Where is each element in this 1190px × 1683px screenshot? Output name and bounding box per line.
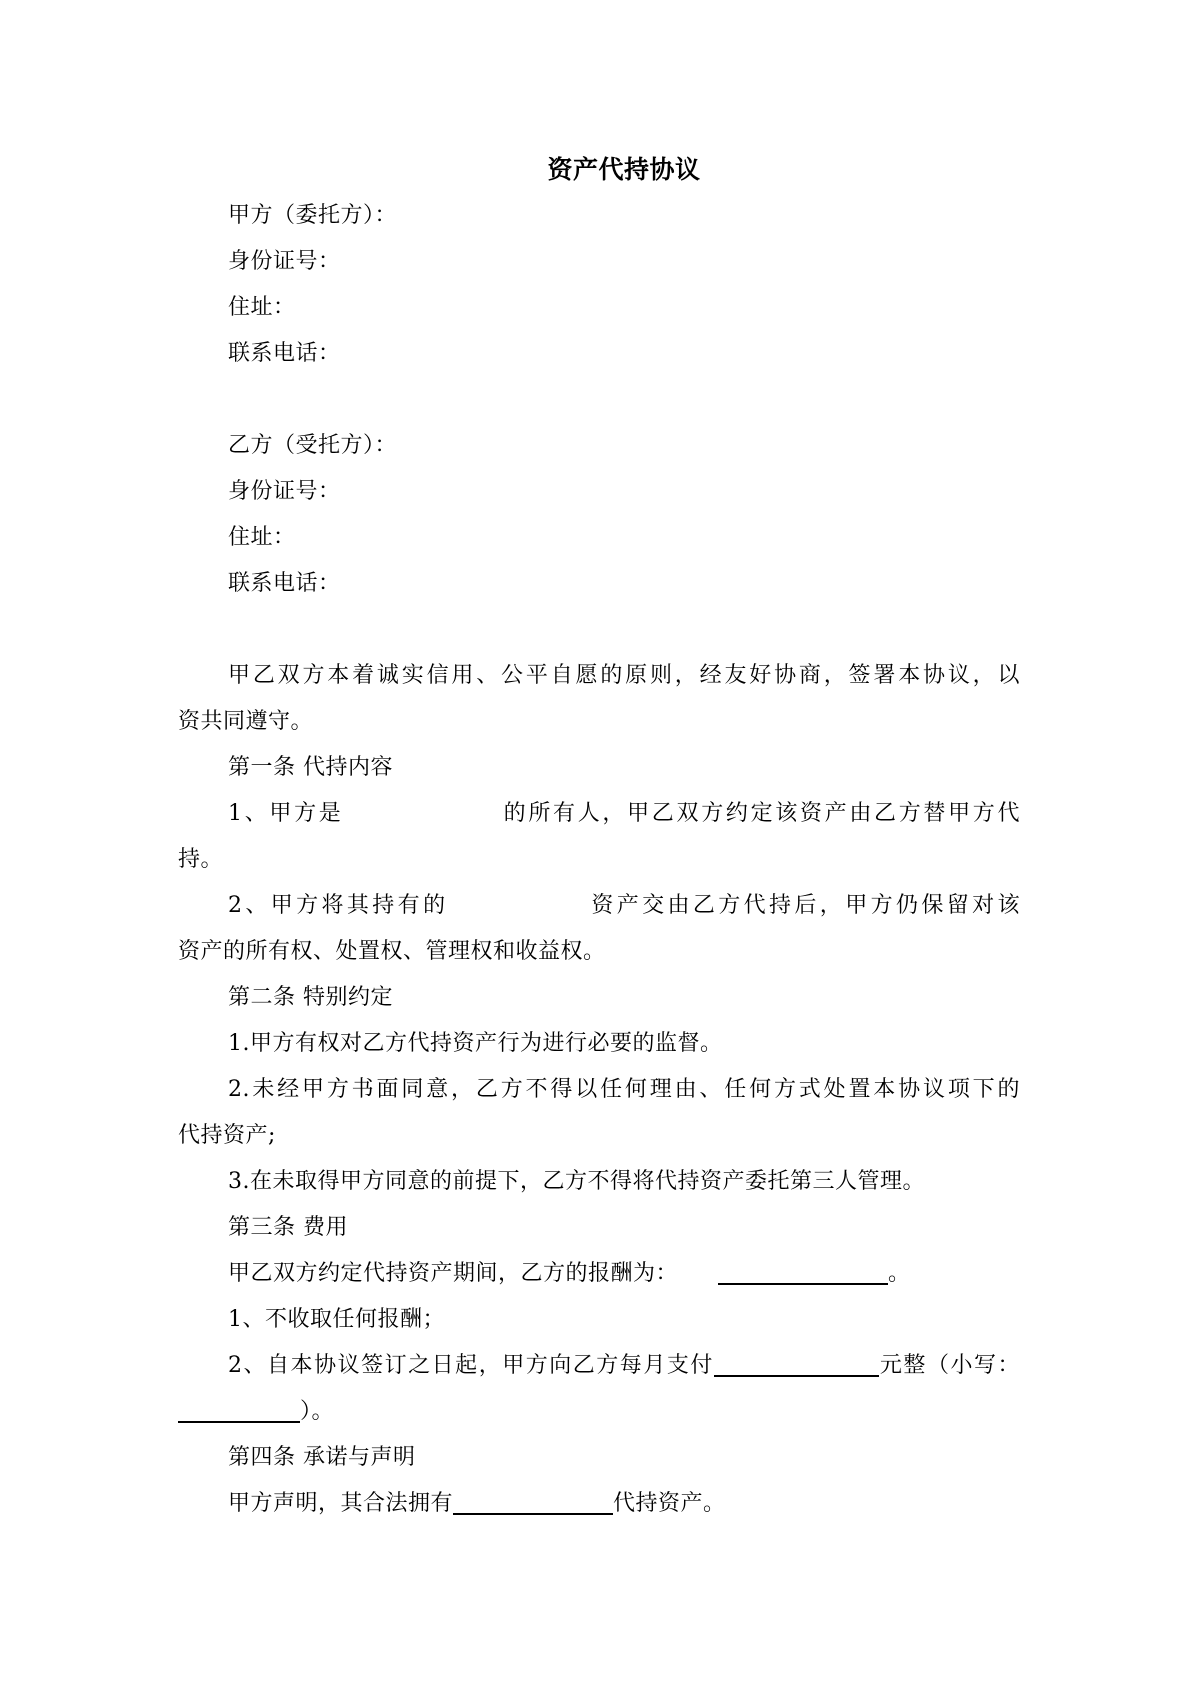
article-3-item-2-line-2 (178, 1389, 1020, 1435)
article-2-item-3: 3.在未取得甲方同意的前提下，乙方不得将代持资产委托第三人管理。 (228, 1169, 925, 1194)
article-4-heading: 第四条 承诺与声明 (228, 1445, 416, 1470)
article-1-item-1-line-2: 持。 (178, 847, 224, 872)
article-1-item-2-line-2: 资产的所有权、处置权、管理权和收益权。 (178, 939, 606, 964)
article-3-item-2-pre: 2、自本协议签订之日起，甲方向乙方每月支付 (228, 1353, 714, 1378)
fill-in-underline-monthly-amount (714, 1375, 879, 1377)
fill-in-underline-reward (718, 1283, 888, 1285)
blank-line (178, 377, 1020, 423)
party-a-name-label: 甲方（委托方）： (228, 203, 398, 228)
article-3-intro-pre: 甲乙双方约定代持资产期间，乙方的报酬为： (228, 1261, 679, 1286)
article-1-item-1-post: 的所有人，甲乙双方约定该资产由乙方替甲方代 (501, 801, 1020, 826)
article-4-statement-pre: 甲方声明，其合法拥有 (228, 1491, 454, 1516)
preamble-line-2: 资共同遵守。 (178, 709, 314, 734)
article-3-heading: 第三条 费用 (228, 1215, 348, 1240)
article-1-item-1-line-1 (178, 791, 1020, 837)
article-4-statement-post: 代持资产。 (613, 1491, 726, 1516)
article-3-item-2-line-1 (178, 1343, 1020, 1389)
article-3-intro-post: 。 (888, 1261, 911, 1286)
article-2-item-2-line-1: 2.未经甲方书面同意，乙方不得以任何理由、任何方式处置本协议项下的 (228, 1077, 1020, 1102)
party-a-id-label: 身份证号： (228, 249, 341, 274)
article-1-item-2-line-1 (178, 883, 1020, 929)
fill-in-underline-amount-numeric (178, 1421, 300, 1423)
article-1-item-1-pre: 1、甲方是 (228, 801, 344, 826)
party-b-name-label: 乙方（受托方）： (228, 433, 398, 458)
article-3-intro (178, 1251, 1020, 1297)
document-title: 资产代持协议 (547, 155, 701, 184)
party-a-phone-label: 联系电话： (228, 341, 341, 366)
article-2-item-2-line-2: 代持资产; (178, 1123, 276, 1148)
article-3-item-2-post: 元整（小写： (878, 1353, 1020, 1378)
article-4-statement (178, 1481, 1020, 1527)
article-1-heading: 第一条 代持内容 (228, 755, 393, 780)
party-b-id-label: 身份证号： (228, 479, 341, 504)
fill-in-underline-owned-asset (453, 1513, 613, 1515)
party-b-phone-label: 联系电话： (228, 571, 341, 596)
preamble-line-1: 甲乙双方本着诚实信用、公平自愿的原则，经友好协商，签署本协议，以 (228, 663, 1020, 688)
article-3-item-1: 1、不收取任何报酬； (228, 1307, 445, 1332)
party-a-address-label: 住址： (228, 295, 296, 320)
article-2-heading: 第二条 特别约定 (228, 985, 393, 1010)
party-b-address-label: 住址： (228, 525, 296, 550)
article-3-item-2-line-2-post: ）。 (300, 1399, 335, 1424)
article-1-item-2-pre: 2、甲方将其持有的 (228, 893, 449, 918)
blank-line (178, 607, 1020, 653)
article-1-item-2-post: 资产交由乙方代持后，甲方仍保留对该 (588, 893, 1020, 918)
article-2-item-1: 1.甲方有权对乙方代持资产行为进行必要的监督。 (228, 1031, 723, 1056)
